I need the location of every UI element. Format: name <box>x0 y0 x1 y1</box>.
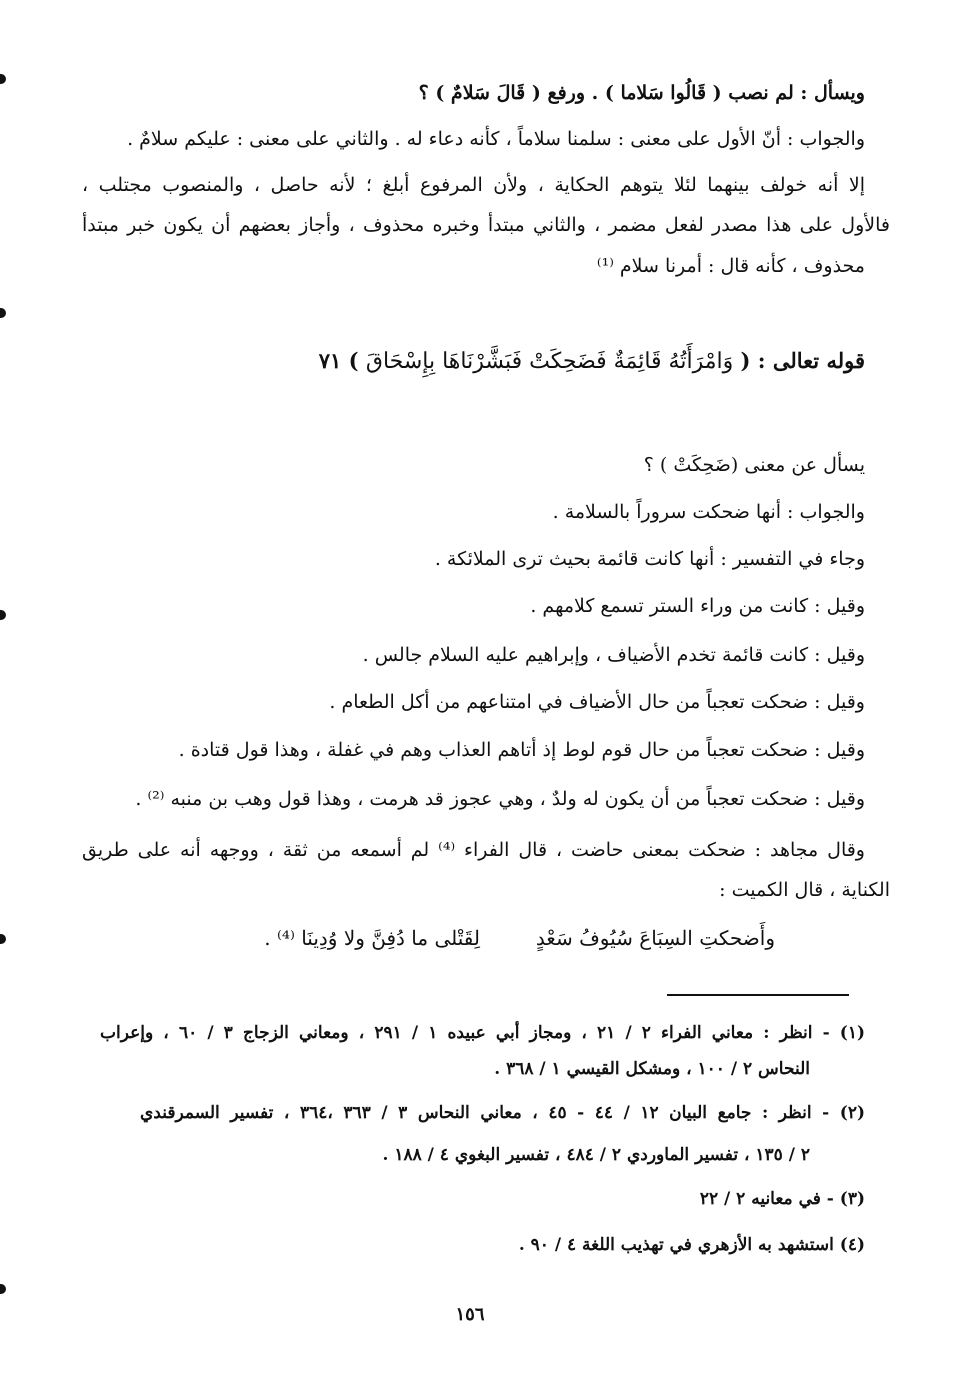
answer-line: وقال مجاهد : ضحكت بمعنى حاضت ، قال الفراء ⁽⁴⁾ لم أسمعه من ثقة ، ووجهه أنه على طريق <box>82 839 865 861</box>
footnote: (٣) - في معانيه ٢ / ٢٢ <box>699 1189 865 1209</box>
text-line: ويسأل : لم نصب ( قَالُوا سَلاما ) . ورفع ( قَالَ سَلامٌ ) ؟ <box>418 82 865 104</box>
footnote-separator <box>667 994 849 996</box>
answer-line: والجواب : أنها ضحكت سروراً بالسلامة . <box>552 501 865 523</box>
binding-mark <box>0 610 6 620</box>
poem-hemistich-left: لِقَتْلى ما دُفِنَّ ولا وُدِينَا ⁽⁴⁾ . <box>264 926 480 950</box>
text-line: إلا أنه خولف بينهما لئلا يتوهم الحكاية ، ولأن المرفوع أبلغ ؛ لأنه حاصل ، والمنصوب مجتلب ، <box>82 174 865 196</box>
verse-heading <box>270 348 865 375</box>
poem-hemistich-right: وأَضحكتِ السِبَاعَ سُيُوفُ سَعْدٍ <box>535 926 775 950</box>
text-line: فالأول على هذا مصدر لفعل مضمر ، والثاني مبتدأ وخبره محذوف ، وأجاز بعضهم أن يكون خبر مبتدأ <box>82 214 890 236</box>
text-line: والجواب : أنّ الأول على معنى : سلمنا سلاماً ، كأنه دعاء له . والثاني على معنى : عليكم سلامٌ . <box>127 128 865 150</box>
binding-mark <box>0 934 6 944</box>
answer-line: وجاء في التفسير : أنها كانت قائمة بحيث ترى الملائكة . <box>434 548 865 570</box>
text-line: محذوف ، كأنه قال : أمرنا سلام ⁽¹⁾ <box>596 255 865 277</box>
binding-mark <box>0 74 6 84</box>
heading-suffix: ) ٧١ <box>318 348 359 373</box>
footnote: (١) - انظر : معاني الفراء ٢ / ٢١ ، ومجاز أبي عبيده ١ / ٢٩١ ، ومعاني الزجاج ٣ / ٦٠ ، وإعراب <box>100 1023 866 1043</box>
footnote: (٢) - انظر : جامع البيان ١٢ / ٤٤ - ٤٥ ، معاني النحاس ٣ / ٣٦٣ ،٣٦٤ ، تفسير السمرقندي <box>140 1103 865 1123</box>
answer-line: الكناية ، قال الكميت : <box>719 879 890 901</box>
quran-verse: وَامْرَأَتُهُ قَائِمَةٌ فَضَحِكَتْ فَبَشَّرْنَاهَا بِإِسْحَاقَ <box>365 349 734 374</box>
answer-line: وقيل : كانت قائمة تخدم الأضياف ، وإبراهيم عليه السلام جالس . <box>362 644 865 666</box>
page-number: ١٥٦ <box>455 1304 485 1325</box>
footnote: ٢ / ١٣٥ ، تفسير الماوردي ٢ / ٤٨٤ ، تفسير البغوي ٤ / ١٨٨ . <box>382 1145 810 1165</box>
answer-line: وقيل : كانت من وراء الستر تسمع كلامهم . <box>530 595 865 617</box>
binding-mark <box>0 308 6 318</box>
binding-mark <box>0 1284 6 1294</box>
answer-line: وقيل : ضحكت تعجباً من أن يكون له ولدٌ ، وهي عجوز قد هرمت ، وهذا قول وهب بن منبه ⁽²⁾ . <box>135 788 865 810</box>
heading-prefix: قوله تعالى : ( <box>740 348 865 373</box>
question-line: يسأل عن معنى (ضَحِكَتْ ) ؟ <box>643 454 865 476</box>
answer-line: وقيل : ضحكت تعجباً من حال قوم لوط إذ أتاهم العذاب وهم في غفلة ، وهذا قول قتادة . <box>178 739 865 761</box>
footnote: (٤) استشهد به الأزهري في تهذيب اللغة ٤ / ٩٠ . <box>518 1235 865 1255</box>
footnote: النحاس ٢ / ١٠٠ ، ومشكل القيسي ١ / ٣٦٨ . <box>494 1059 810 1079</box>
answer-line: وقيل : ضحكت تعجباً من حال الأضياف في امتناعهم من أكل الطعام . <box>329 691 865 713</box>
